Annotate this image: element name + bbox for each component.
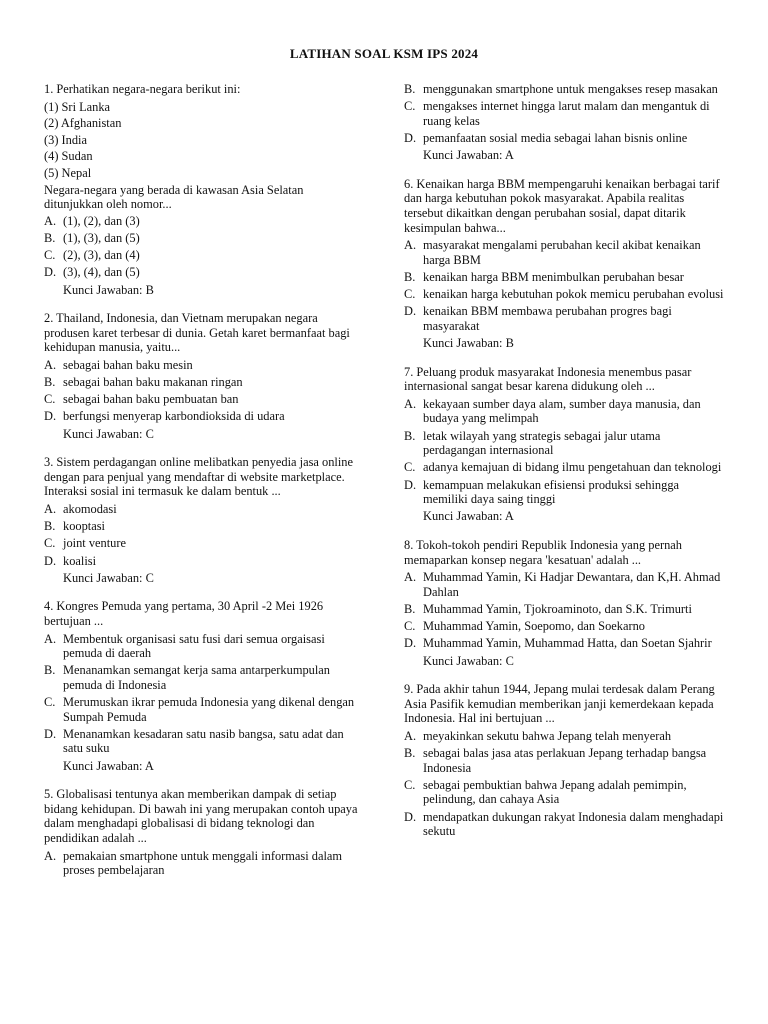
option-letter: C. <box>404 287 416 302</box>
answer-option <box>404 82 726 97</box>
option-text: Merumuskan ikrar pemuda Indonesia yang dikenal dengan Sumpah Pemuda <box>63 695 355 724</box>
answer-option <box>404 429 726 458</box>
option-text: kenaikan harga BBM menimbulkan perubahan besar <box>423 269 684 284</box>
question-list-item: (5) Nepal <box>44 165 92 180</box>
option-letter: D. <box>44 265 57 280</box>
option-letter: C. <box>404 777 416 792</box>
answer-key: Kunci Jawaban: C <box>63 570 154 585</box>
option-text: sebagai balas jasa atas perlakuan Jepang terhadap bangsa Indonesia <box>423 746 707 775</box>
option-letter: C. <box>44 392 56 407</box>
question-block <box>404 682 726 839</box>
question-stem: 4. Kongres Pemuda yang pertama, 30 April -2 Mei 1926 bertujuan ... <box>44 599 324 628</box>
option-text: menggunakan smartphone untuk mengakses resep masakan <box>423 82 718 96</box>
answer-key: Kunci Jawaban: B <box>63 282 154 297</box>
option-letter: A. <box>44 502 57 516</box>
option-text: masyarakat mengalami perubahan kecil akibat kenaikan harga BBM <box>423 238 701 267</box>
option-letter: A. <box>44 213 57 228</box>
option-letter: A. <box>404 238 417 253</box>
question-block <box>44 82 364 297</box>
question-list-item: (2) Afghanistan <box>44 116 122 131</box>
question-stem: 2. Thailand, Indonesia, dan Vietnam merupakan negara produsen karet terbesar di dunia. Getah karet bermanfaat bagi kehidupan manusia, yaitu... <box>44 311 350 355</box>
answer-option <box>404 397 726 426</box>
option-text: kekayaan sumber daya alam, sumber daya manusia, dan budaya yang melimpah <box>423 396 701 426</box>
option-letter: C. <box>404 619 416 634</box>
option-text: sebagai bahan baku mesin <box>63 357 193 372</box>
answer-option <box>44 214 364 229</box>
answer-option <box>404 619 726 634</box>
answer-option <box>44 409 364 424</box>
option-text: kooptasi <box>63 519 105 534</box>
question-block <box>404 177 726 351</box>
answer-option <box>44 554 364 569</box>
answer-option <box>44 502 364 517</box>
answer-option <box>404 460 726 475</box>
answer-option <box>404 810 726 839</box>
option-letter: B. <box>44 230 56 245</box>
question-list-item: (4) Sudan <box>44 149 93 164</box>
option-letter: C. <box>44 536 56 551</box>
page-title: LATIHAN SOAL KSM IPS 2024 <box>289 46 479 61</box>
option-text: (1), (3), dan (5) <box>63 230 140 245</box>
question-list-item: (1) Sri Lanka <box>44 99 111 114</box>
answer-option <box>404 478 726 507</box>
question-block <box>44 787 364 878</box>
answer-key: Kunci Jawaban: A <box>423 148 514 163</box>
question-stem: 8. Tokoh-tokoh pendiri Republik Indonesia yang pernah memaparkan konsep negara 'kesatuan' adalah ... <box>404 537 682 567</box>
option-letter: A. <box>404 570 417 585</box>
question-stem: 6. Kenaikan harga BBM mempengaruhi kenaikan berbagai tarif dan harga kebutuhan pokok masyarakat. Apabila realitas tersebut dikaitkan dengan perubahan sosial, dapat ditarik kesimpulan bahwa... <box>404 176 720 235</box>
question-block <box>44 455 364 585</box>
question-stem: 1. Perhatikan negara-negara berikut ini: <box>44 82 241 96</box>
option-text: Menanamkan semangat kerja sama antarperkumpulan pemuda di Indonesia <box>63 663 330 692</box>
question-stem: 3. Sistem perdagangan online melibatkan penyedia jasa online dengan para penjual yang mendaftar di website marketplace. Interaksi sosial ini termasuk ke dalam bentuk ... <box>44 455 353 499</box>
option-letter: A. <box>44 631 57 646</box>
answer-option <box>404 729 726 744</box>
option-letter: B. <box>404 428 416 443</box>
question-block <box>404 365 726 524</box>
option-letter: A. <box>44 848 57 863</box>
option-letter: D. <box>44 726 57 741</box>
option-text: Menanamkan kesadaran satu nasib bangsa, satu adat dan satu suku <box>63 726 344 756</box>
option-text: koalisi <box>63 553 97 568</box>
answer-option <box>44 695 364 724</box>
option-letter: C. <box>404 99 416 114</box>
option-text: (1), (2), dan (3) <box>63 213 140 228</box>
answer-option <box>404 99 726 128</box>
option-letter: D. <box>404 304 417 319</box>
option-text: letak wilayah yang strategis sebagai jalur utama perdagangan internasional <box>423 428 661 458</box>
option-text: (2), (3), dan (4) <box>63 248 140 263</box>
answer-option <box>44 392 364 407</box>
answer-option <box>404 270 726 285</box>
question-block <box>404 82 726 163</box>
option-text: sebagai pembuktian bahwa Jepang adalah pemimpin, pelindung, dan cahaya Asia <box>423 777 687 807</box>
option-text: kenaikan harga kebutuhan pokok memicu perubahan evolusi <box>423 287 724 302</box>
answer-option <box>404 778 726 807</box>
option-text: berfungsi menyerap karbondioksida di udara <box>63 409 285 424</box>
answer-option <box>44 519 364 534</box>
option-text: Muhammad Yamin, Tjokroaminoto, dan S.K. Trimurti <box>423 601 692 616</box>
option-letter: B. <box>404 601 416 616</box>
question-stem: 7. Peluang produk masyarakat Indonesia menembus pasar internasional sangat besar karena didukung oleh ... <box>404 364 692 394</box>
option-text: Muhammad Yamin, Muhammad Hatta, dan Soetan Sjahrir <box>423 636 712 651</box>
option-letter: A. <box>44 357 57 372</box>
answer-option <box>44 663 364 692</box>
answer-option <box>404 636 726 651</box>
option-text: (3), (4), dan (5) <box>63 265 140 280</box>
answer-option <box>404 746 726 775</box>
answer-key: Kunci Jawaban: A <box>423 509 514 524</box>
answer-key: Kunci Jawaban: C <box>63 426 154 441</box>
question-note: Negara-negara yang berada di kawasan Asia Selatan ditunjukkan oleh nomor... <box>44 182 304 212</box>
option-text: kemampuan melakukan efisiensi produksi sehingga memiliki daya saing tinggi <box>423 477 680 507</box>
answer-key: Kunci Jawaban: B <box>423 336 514 351</box>
right-column <box>404 82 726 841</box>
option-letter: B. <box>44 663 56 678</box>
answer-key: Kunci Jawaban: C <box>423 653 514 668</box>
answer-option <box>404 238 726 267</box>
option-letter: C. <box>404 460 416 475</box>
option-letter: B. <box>44 519 56 534</box>
option-letter: D. <box>404 636 417 651</box>
answer-option <box>44 265 364 280</box>
answer-option <box>44 536 364 551</box>
question-list-item: (3) India <box>44 132 88 147</box>
option-letter: D. <box>404 809 417 824</box>
answer-option <box>404 287 726 302</box>
question-block <box>44 311 364 441</box>
option-text: akomodasi <box>63 502 117 516</box>
option-letter: A. <box>404 728 417 743</box>
option-text: pemakaian smartphone untuk menggali informasi dalam proses pembelajaran <box>63 848 343 878</box>
left-column <box>44 82 364 880</box>
answer-option <box>404 131 726 146</box>
option-text: joint venture <box>63 536 126 551</box>
option-letter: D. <box>44 409 57 424</box>
answer-option <box>44 632 364 661</box>
option-text: Muhammad Yamin, Soepomo, dan Soekarno <box>423 619 645 634</box>
answer-key: Kunci Jawaban: A <box>63 758 154 773</box>
option-letter: D. <box>404 130 417 145</box>
option-letter: C. <box>44 695 56 710</box>
question-stem: 9. Pada akhir tahun 1944, Jepang mulai terdesak dalam Perang Asia Pasifik kemudian memberikan janji kemerdekaan kepada Indonesia. Hal ini bertujuan ... <box>404 682 715 726</box>
option-letter: D. <box>404 477 417 492</box>
option-letter: D. <box>44 553 57 568</box>
option-letter: A. <box>404 396 417 411</box>
answer-option <box>44 358 364 373</box>
option-letter: C. <box>44 248 56 263</box>
question-stem: 5. Globalisasi tentunya akan memberikan dampak di setiap bidang kehidupan. Di bawah ini yang merupakan contoh upaya dalam menghadapi globalisasi di bidang teknologi dan pendidikan adalah ... <box>44 787 358 846</box>
option-text: mengakses internet hingga larut malam dan mengantuk di ruang kelas <box>423 99 710 128</box>
answer-option <box>44 231 364 246</box>
option-text: Muhammad Yamin, Ki Hadjar Dewantara, dan K,H. Ahmad Dahlan <box>423 570 721 599</box>
option-text: sebagai bahan baku makanan ringan <box>63 375 243 390</box>
option-letter: B. <box>44 375 56 390</box>
option-letter: B. <box>404 746 416 761</box>
option-text: meyakinkan sekutu bahwa Jepang telah menyerah <box>423 728 672 743</box>
question-block <box>44 599 364 773</box>
answer-option <box>44 248 364 263</box>
answer-option <box>404 304 726 333</box>
answer-option <box>44 727 364 756</box>
question-block <box>404 538 726 668</box>
answer-option <box>44 849 364 878</box>
option-letter: B. <box>404 269 416 284</box>
option-text: adanya kemajuan di bidang ilmu pengetahuan dan teknologi <box>423 460 722 475</box>
answer-option <box>404 570 726 599</box>
answer-option <box>404 602 726 617</box>
answer-option <box>44 375 364 390</box>
option-letter: B. <box>404 82 416 96</box>
option-text: sebagai bahan baku pembuatan ban <box>63 392 239 407</box>
option-text: mendapatkan dukungan rakyat Indonesia dalam menghadapi sekutu <box>423 809 724 839</box>
option-text: pemanfaatan sosial media sebagai lahan bisnis online <box>423 130 688 145</box>
option-text: Membentuk organisasi satu fusi dari semua orgaisasi pemuda di daerah <box>63 631 325 661</box>
option-text: kenaikan BBM membawa perubahan progres bagi masyarakat <box>423 304 672 333</box>
